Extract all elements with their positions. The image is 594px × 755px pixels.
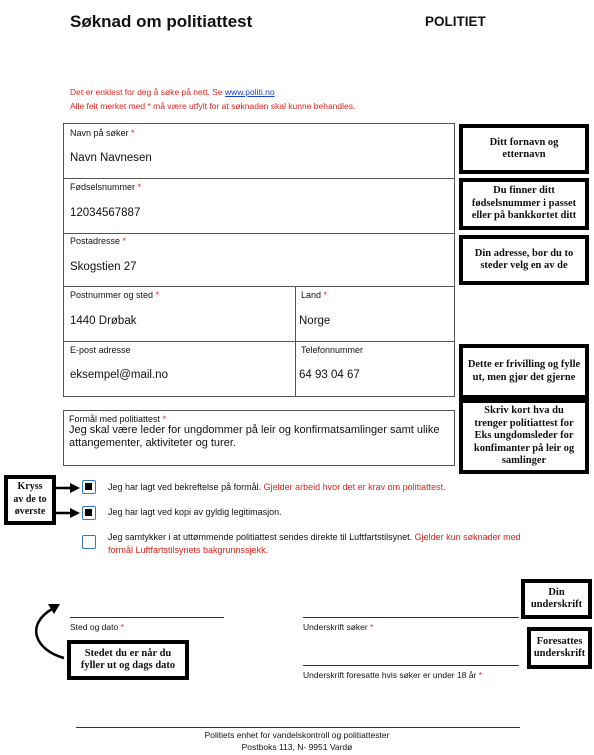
postal-field[interactable]: 1440 Drøbak <box>70 315 137 327</box>
address-field[interactable]: Skogstien 27 <box>70 261 137 273</box>
note-address: Din adresse, bor du to steder velg en av de <box>459 235 589 285</box>
identification-label: Jeg har lagt ved kopi av gyldig legitimasjon. <box>108 507 282 517</box>
postal-label: Postnummer og sted * <box>70 290 160 300</box>
ssn-label: Fødselsnummer * <box>70 182 142 192</box>
purpose-field[interactable]: Jeg skal være leder for ungdommer på leir og konfirmatsamlinger samt ulike attangementer, aktiviteter og turer. <box>69 424 440 449</box>
name-label: Navn på søker * <box>70 128 135 138</box>
note-ssn: Du finner ditt fødselsnummer i passet eller på bankkortet ditt <box>459 178 589 230</box>
address-label: Postadresse * <box>70 236 127 246</box>
confirmation-label: Jeg har lagt ved bekreftelse på formål. Gjelder arbeid hvor det er krav om politiattest. <box>108 482 446 492</box>
country-field[interactable]: Norge <box>299 315 331 327</box>
footer-line-2: Postboks 113, N- 9951 Vardø <box>241 742 353 752</box>
note-sign: Din underskrift <box>521 579 592 619</box>
purpose-label: Formål med politiattest * <box>69 414 167 424</box>
email-field[interactable]: eksempel@mail.no <box>70 369 168 381</box>
note-optional: Dette er frivilling og fylle ut, men gjør det gjerne <box>459 344 589 399</box>
note-purpose: Skriv kort hva du trenger politiattest for Eks ungdomsleder for konfimanter på leir og samlinger <box>459 399 589 474</box>
consent-label: Jeg samtykker i at uttømmende politiattest sendes direkte til Luftfartstilsynet. Gjelder kun søknader med formål Luftfartstilsynets bakgrunnssjekk. <box>108 532 521 555</box>
ssn-field[interactable]: 12034567887 <box>70 207 141 219</box>
email-label: E-post adresse <box>70 345 131 355</box>
name-field[interactable]: Navn Navnesen <box>70 152 152 164</box>
arrow-to-place-date <box>36 604 64 658</box>
footer-line-1: Politiets enhet for vandelskontroll og politiattester <box>204 730 390 740</box>
note-name: Ditt fornavn og etternavn <box>459 124 589 174</box>
politi-link[interactable]: www.politi.no <box>224 87 275 97</box>
footer-rule <box>76 727 520 728</box>
intro-text: Det er enklest for deg å søke på nett. Se <box>70 87 225 97</box>
arrow-to-checkbox-1 <box>56 483 80 493</box>
note-guardian: Foresattes underskrift <box>527 627 592 669</box>
country-label: Land * <box>301 290 328 300</box>
phone-field[interactable]: 64 93 04 67 <box>299 369 360 381</box>
arrow-to-checkbox-2 <box>56 508 80 518</box>
note-checkboxes: Kryss av de to øverste <box>4 475 56 525</box>
place-date-label: Sted og dato * <box>70 622 124 632</box>
intro-line-2: Alle felt merket med * må være utfylt for at søknaden skal kunne behandles. <box>70 101 356 111</box>
page-title: Søknad om politiattest <box>70 12 253 31</box>
applicant-signature-label: Underskrift søker * <box>303 622 374 632</box>
note-place-date: Stedet du er når du fyller ut og dags dato <box>67 640 189 680</box>
phone-label: Telefonnummer <box>301 345 364 355</box>
guardian-signature-label: Underskrift foresatte hvis søker er under 18 år * <box>303 670 483 680</box>
brand-logo-text: POLITIET <box>425 14 486 29</box>
